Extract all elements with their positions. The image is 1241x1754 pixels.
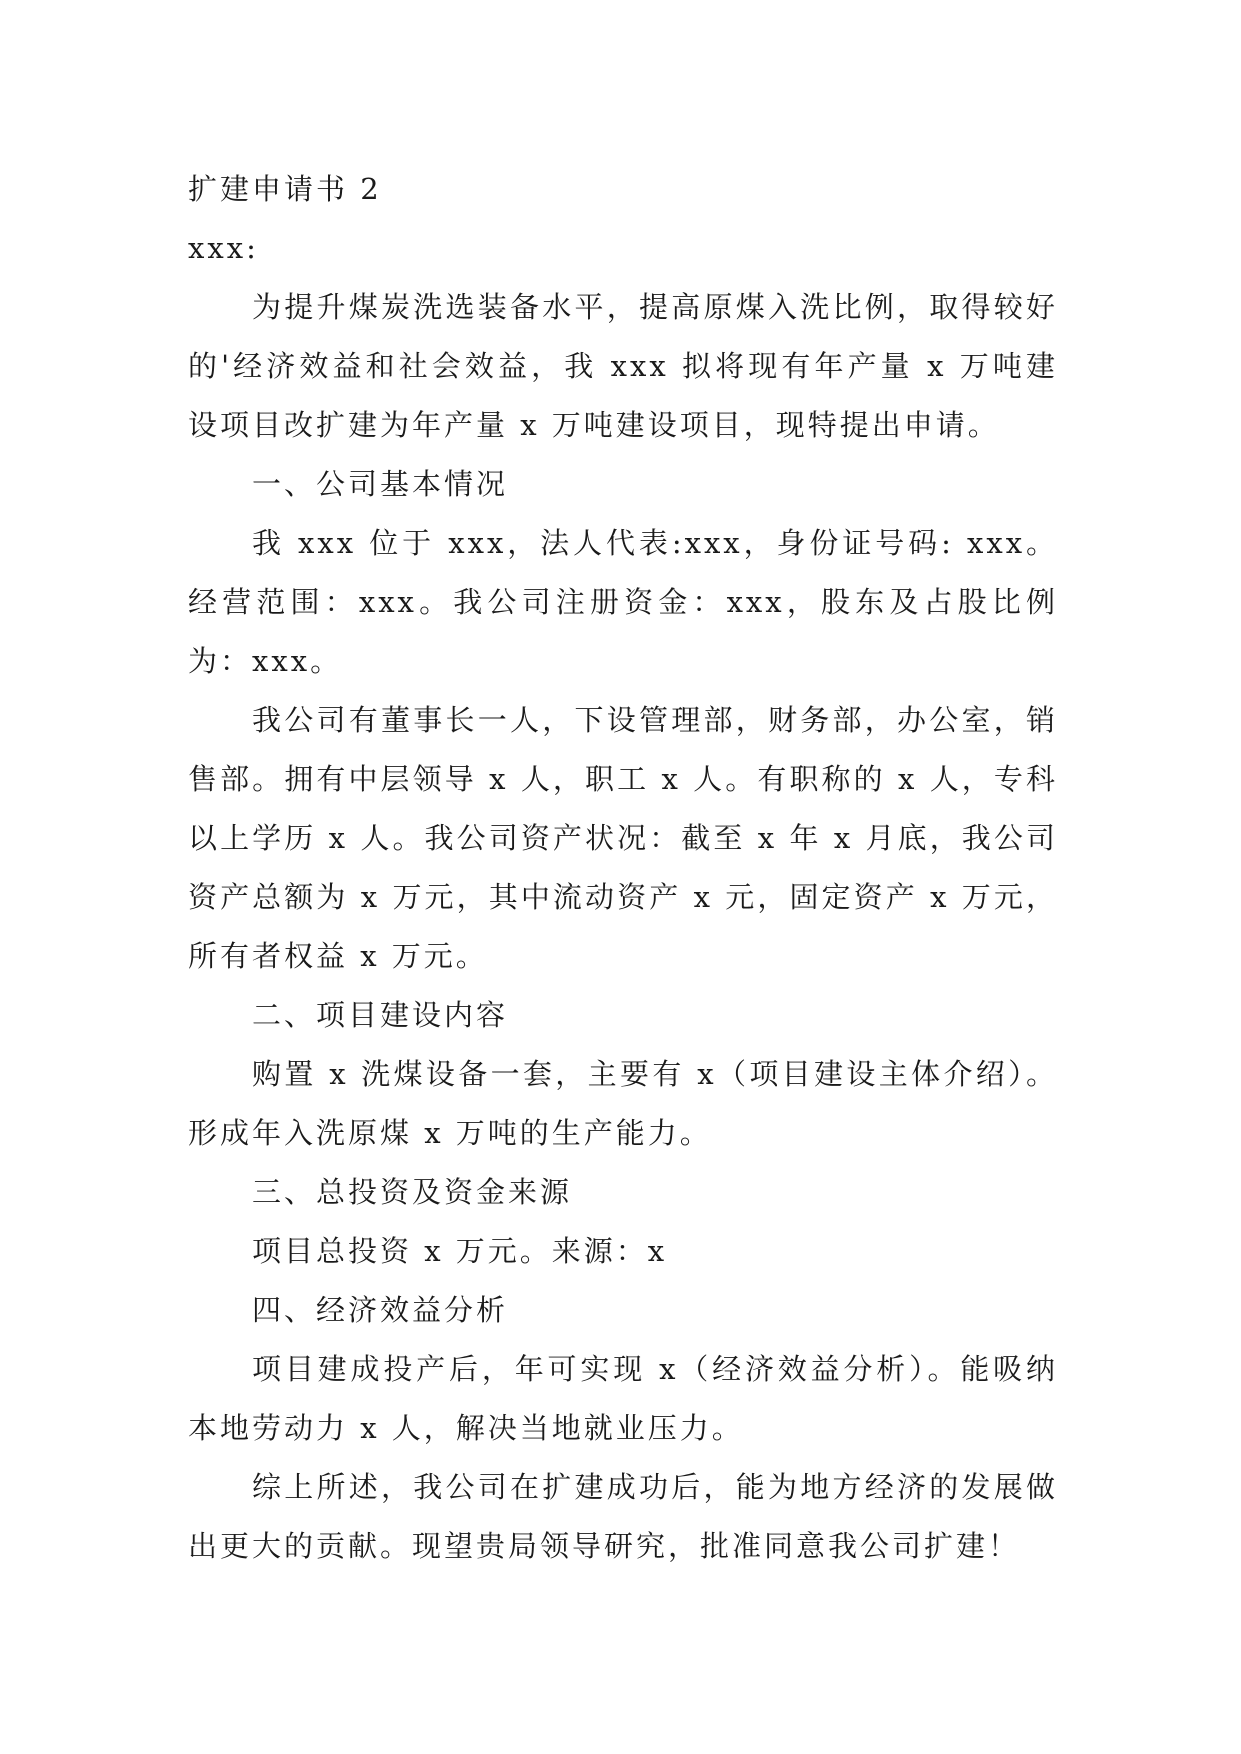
document-title: 扩建申请书 2 bbox=[188, 172, 382, 206]
project-content-paragraph: 购置 x 洗煤设备一套，主要有 x（项目建设主体介绍）。形成年入洗原煤 x 万吨的生产能力。 bbox=[188, 1057, 1058, 1150]
company-info-paragraph: 我 xxx 位于 xxx，法人代表:xxx，身份证号码: xxx。经营范围：xxx。我公司注册资金：xxx，股东及占股比例为：xxx。 bbox=[188, 526, 1058, 678]
investment-paragraph: 项目总投资 x 万元。来源：x bbox=[252, 1234, 668, 1268]
salutation: xxx: bbox=[188, 231, 259, 265]
section-heading-benefit-analysis: 四、经济效益分析 bbox=[252, 1293, 509, 1327]
document-body bbox=[188, 160, 1058, 1576]
company-structure-paragraph: 我公司有董事长一人，下设管理部，财务部，办公室，销售部。拥有中层领导 x 人，职工 x 人。有职称的 x 人，专科以上学历 x 人。我公司资产状况：截至 x 年 x 月底，我公司资产总额为 x 万元，其中流动资产 x 元，固定资产 x 万元，所有者权益 x 万元。 bbox=[188, 703, 1058, 973]
conclusion-paragraph: 综上所述，我公司在扩建成功后，能为地方经济的发展做出更大的贡献。现望贵局领导研究，批准同意我公司扩建！ bbox=[188, 1470, 1058, 1563]
intro-paragraph: 为提升煤炭洗选装备水平，提高原煤入洗比例，取得较好的'经济效益和社会效益，我 xxx 拟将现有年产量 x 万吨建设项目改扩建为年产量 x 万吨建设项目，现特提出申请。 bbox=[188, 290, 1058, 442]
section-heading-project-content: 二、项目建设内容 bbox=[252, 998, 509, 1032]
section-heading-investment: 三、总投资及资金来源 bbox=[252, 1175, 573, 1209]
benefit-analysis-paragraph: 项目建成投产后，年可实现 x（经济效益分析）。能吸纳本地劳动力 x 人，解决当地就业压力。 bbox=[188, 1352, 1058, 1445]
section-heading-company-info: 一、公司基本情况 bbox=[252, 467, 509, 501]
